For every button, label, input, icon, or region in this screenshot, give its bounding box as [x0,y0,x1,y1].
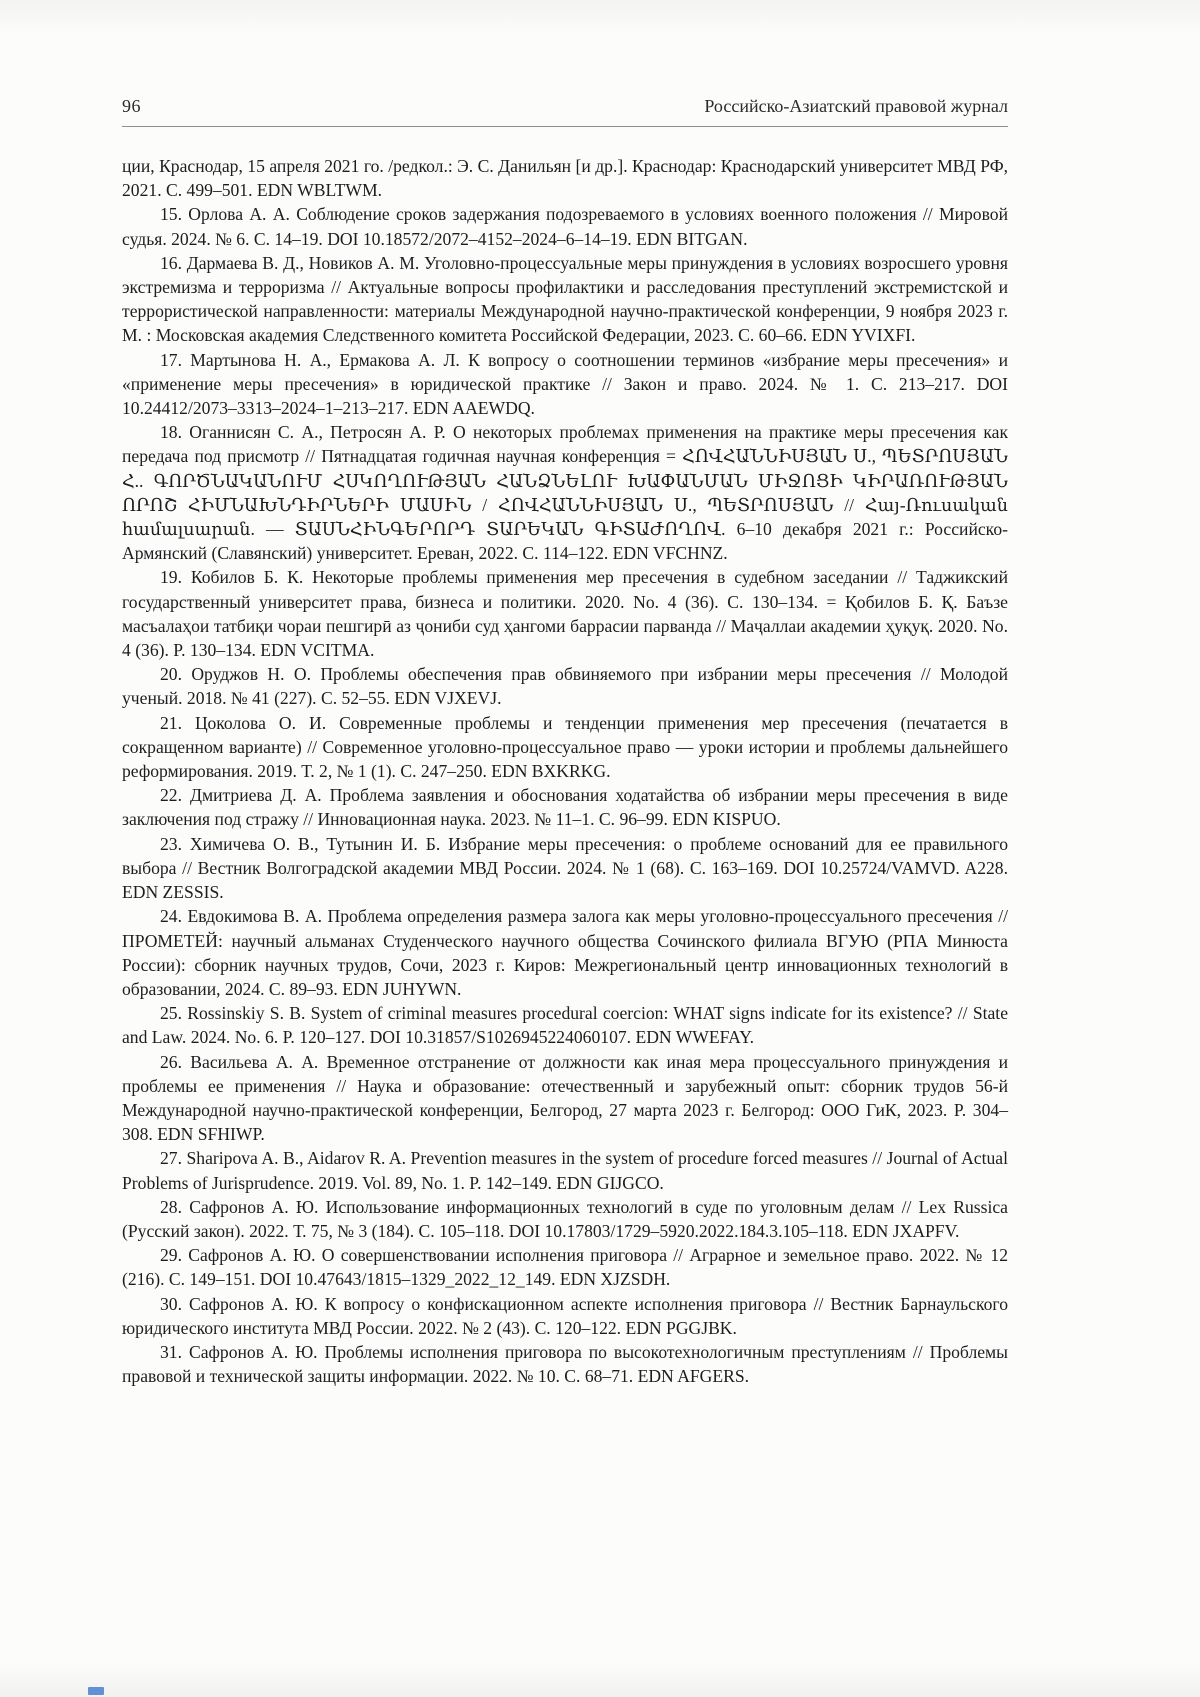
journal-title: Российско-Азиатский правовой журнал [704,96,1008,116]
reference-item-28: 28. Сафронов А. Ю. Использование информационных технологий в суде по уголовным делам // Lex Russica (Русский закон). 2022. Т. 75, № 3 (184). С. 105–118. DOI 10.17803/1729–5920.2022.184.3.105–118. EDN JXAPFV. [122,1196,1008,1241]
reference-item-24: 24. Евдокимова В. А. Проблема определения размера залога как меры уголовно-процессуального пресечения // ПРОМЕТЕЙ: научный альманах Студенческого научного общества Сочинского филиала ВГУЮ (РПА Минюста России): сборник научных трудов, Сочи, 2023 г. Киров: Межрегиональный центр инновационных технологий в образовании, 2024. С. 89–93. EDN JUHYWN. [122,906,1008,999]
reference-item-21: 21. Цоколова О. И. Современные проблемы и тенденции применения мер пресечения (печатается в сокращенном варианте) // Современное уголовно-процессуальное право — уроки истории и проблемы дальнейшего реформирования. 2019. Т. 2, № 1 (1). С. 247–250. EDN BXKRKG. [122,712,1008,782]
reference-item-22: 22. Дмитриева Д. А. Проблема заявления и обоснования ходатайства об избрании меры пресечения в виде заключения под стражу // Инновационная наука. 2023. № 11–1. С. 96–99. EDN KISPUO. [122,785,1008,830]
reference-item-31: 31. Сафронов А. Ю. Проблемы исполнения приговора по высокотехнологичным преступлениям // Проблемы правовой и технической защиты информации. 2022. № 10. С. 68–71. EDN AFGERS. [122,1341,1008,1387]
references-list [122,154,1008,1388]
reference-item-23: 23. Химичева О. В., Тутынин И. Б. Избрание меры пресечения: о проблеме оснований для ее правильного выбора // Вестник Волгоградской академии МВД России. 2024. № 1 (68). С. 163–169. DOI 10.25724/VAMVD. A228. EDN ZESSIS. [122,833,1008,903]
reference-item-16: 16. Дармаева В. Д., Новиков А. М. Уголовно-процессуальные меры принуждения в условиях возросшего уровня экстремизма и терроризма // Актуальные вопросы профилактики и расследования преступлений экстремистской и террористической направленности: материалы Международной научно-практической конференции, 9 ноября 2023 г. М. : Московская академия Следственного комитета Российской Федерации, 2023. С. 60–66. EDN YVIXFI. [122,252,1008,346]
reference-item-29: 29. Сафронов А. Ю. О совершенствовании исполнения приговора // Аграрное и земельное право. 2022. № 12 (216). С. 149–151. DOI 10.47643/1815–1329_2022_12_149. EDN XJZSDH. [122,1245,1008,1290]
reference-item-26: 26. Васильева А. А. Временное отстранение от должности как иная мера процессуального принуждения и проблемы ее применения // Наука и образование: отечественный и зарубежный опыт: сборник трудов 56-й Международной научно-практической конференции, Белгород, 27 марта 2023 г. Белгород: ООО ГиК, 2023. P. 304–308. EDN SFHIWP. [122,1051,1008,1145]
scan-artifact-mark [88,1687,104,1695]
reference-item-20: 20. Оруджов Н. О. Проблемы обеспечения прав обвиняемого при избрании меры пресечения // Молодой ученый. 2018. № 41 (227). С. 52–55. EDN VJXEVJ. [122,664,1008,709]
reference-continuation: ции, Краснодар, 15 апреля 2021 го. /редкол.: Э. С. Данильян [и др.]. Краснодар: Краснодарский университет МВД РФ, 2021. С. 499–501. EDN WBLTWM. [122,156,1008,201]
reference-item-19: 19. Кобилов Б. К. Некоторые проблемы применения мер пресечения в судебном заседании // Таджикский государственный университет права, бизнеса и политики. 2020. No. 4 (36). С. 130–134. = Қобилов Б. Қ. Баъзе масъалаҳои татбиқи чораи пешгирӣ аз ҷониби суд ҳангоми баррасии парванда // Маҷаллаи академии ҳуқуқ. 2020. No. 4 (36). P. 130–134. EDN VCITMA. [122,567,1008,661]
page-number: 96 [122,96,141,116]
reference-item-18: 18. Оганнисян С. А., Петросян А. Р. О некоторых проблемах применения на практике меры пресечения как передача под присмотр // Пятнадцатая годичная научная конференция = ՀՈՎՀԱՆՆԻՍՅԱՆ Ս., ՊԵՏՐՈՍՅԱՆ Հ.. ԳՈՐԾՆԱԿԱՆՈՒՄ ՀՍԿՈՂՈՒԹՅԱՆ ՀԱՆՁՆԵԼՈՒ ԽԱՓԱՆՄԱՆ ՄԻՋՈՑԻ ԿԻՐԱՌՈՒԹՅԱՆ ՈՐՈՇ ՀԻՄՆԱԽՆԴԻՐՆԵՐԻ ՄԱՍԻՆ / ՀՈՎՀԱՆՆԻՍՅԱՆ Ս., ՊԵՏՐՈՍՅԱՆ // Հայ-Ռուսական համալսարան. — ՏԱՍՆՀԻՆԳԵՐՈՐԴ ՏԱՐԵԿԱՆ ԳԻՏԱԺՈՂՈՎ. 6–10 декабря 2021 г.: Российско-Армянский (Славянский) университет. Ереван, 2022. С. 114–122. EDN VFCHNZ. [122,422,1008,564]
running-head [122,96,1008,127]
reference-item-30: 30. Сафронов А. Ю. К вопросу о конфискационном аспекте исполнения приговора // Вестник Барнаульского юридического института МВД России. 2022. № 2 (43). С. 120–122. EDN PGGJBK. [122,1293,1008,1338]
reference-item-15: 15. Орлова А. А. Соблюдение сроков задержания подозреваемого в условиях военного положения // Мировой судья. 2024. № 6. С. 14–19. DOI 10.18572/2072–4152–2024–6–14–19. EDN BITGAN. [122,204,1008,249]
reference-item-25: 25. Rossinskiy S. B. System of criminal measures procedural coercion: WHAT signs indicate for its existence? // State and Law. 2024. No. 6. P. 120–127. DOI 10.31857/S1026945224060107. EDN WWEFAY. [122,1003,1008,1048]
reference-item-27: 27. Sharipova A. B., Aidarov R. A. Prevention measures in the system of procedure forced measures // Journal of Actual Problems of Jurisprudence. 2019. Vol. 89, No. 1. P. 142–149. EDN GIJGCO. [122,1148,1008,1193]
reference-item-17: 17. Мартынова Н. А., Ермакова А. Л. К вопросу о соотношении терминов «избрание меры пресечения» и «применение меры пресечения» в юридической практике // Закон и право. 2024. № 1. С. 213–217. DOI 10.24412/2073–3313–2024–1–213–217. EDN AAEWDQ. [122,349,1008,419]
